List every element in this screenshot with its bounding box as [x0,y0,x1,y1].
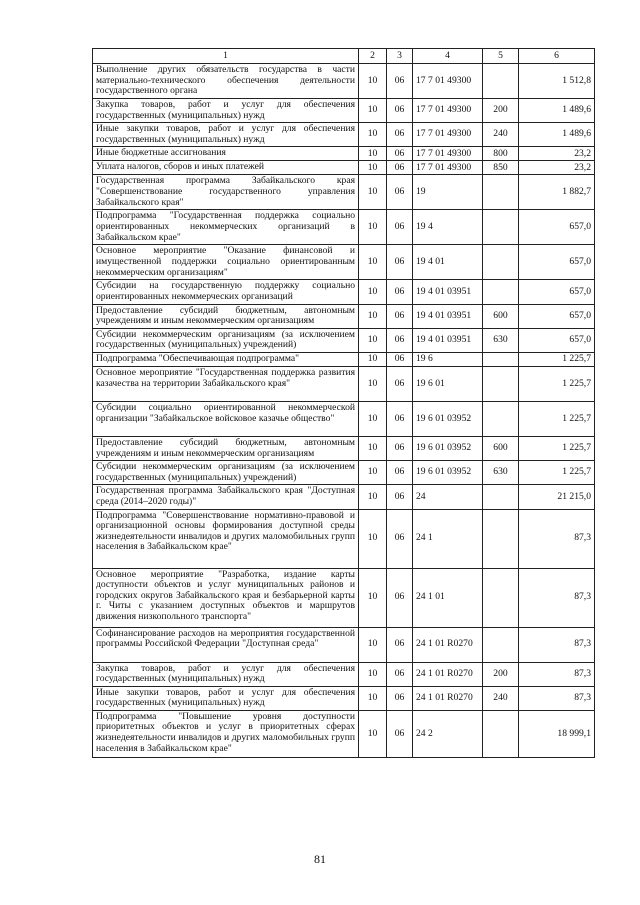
amount-cell: 1 225,7 [519,401,595,436]
amount-cell: 1 512,8 [519,64,595,99]
row-name-cell: Субсидии на государственную поддержку социально ориентированных некоммерческих организаций [93,280,359,304]
amount-cell: 87,3 [519,568,595,627]
table-row [93,461,595,485]
table-header-row [93,49,595,64]
budget-table [92,48,595,758]
section-code-cell: 10 [359,710,387,757]
amount-cell: 87,3 [519,627,595,662]
row-name-cell: Субсидии некоммерческим организациям (за исключением государственных (муниципальных) учреждений) [93,328,359,352]
subsection-code-cell: 06 [387,328,413,352]
table-row [93,401,595,436]
table-row [93,627,595,662]
subsection-code-cell: 06 [387,627,413,662]
table-body [93,64,595,758]
subsection-code-cell: 06 [387,123,413,147]
table-row [93,436,595,460]
subsection-code-cell: 06 [387,710,413,757]
target-article-cell: 24 1 [413,509,483,568]
section-code-cell: 10 [359,210,387,245]
expense-type-cell: 850 [483,161,519,175]
target-article-cell: 19 [413,175,483,210]
subsection-code-cell: 06 [387,461,413,485]
row-name-cell: Закупка товаров, работ и услуг для обеспечения государственных (муниципальных) нужд [93,662,359,686]
target-article-cell: 19 6 01 [413,366,483,401]
subsection-code-cell: 06 [387,175,413,210]
amount-cell: 657,0 [519,245,595,280]
amount-cell: 657,0 [519,328,595,352]
table-row [93,710,595,757]
amount-cell: 657,0 [519,210,595,245]
section-code-cell: 10 [359,161,387,175]
table-row [93,662,595,686]
target-article-cell: 24 1 01 R0270 [413,686,483,710]
header-col-4: 4 [413,49,483,64]
row-name-cell: Подпрограмма "Повышение уровня доступности приоритетных объектов и услуг в приоритетных сферах жизнедеятельности инвалидов и других маломобильных групп населения в Забайкальском крае" [93,710,359,757]
table-row [93,304,595,328]
target-article-cell: 19 6 [413,352,483,366]
row-name-cell: Государственная программа Забайкальского края "Совершенствование государственного управления Забайкальского края" [93,175,359,210]
section-code-cell: 10 [359,64,387,99]
expense-type-cell [483,352,519,366]
row-name-cell: Предоставление субсидий бюджетным, автономным учреждениям и иным некоммерческим организациям [93,436,359,460]
subsection-code-cell: 06 [387,99,413,123]
table-row [93,686,595,710]
expense-type-cell: 240 [483,123,519,147]
subsection-code-cell: 06 [387,509,413,568]
row-name-cell: Закупка товаров, работ и услуг для обеспечения государственных (муниципальных) нужд [93,99,359,123]
section-code-cell: 10 [359,175,387,210]
expense-type-cell [483,245,519,280]
section-code-cell: 10 [359,461,387,485]
target-article-cell: 19 6 01 03952 [413,461,483,485]
table-row [93,352,595,366]
table-row [93,161,595,175]
target-article-cell: 19 6 01 03952 [413,436,483,460]
row-name-cell: Государственная программа Забайкальского края "Доступная среда (2014–2020 годы)" [93,485,359,509]
amount-cell: 87,3 [519,509,595,568]
header-col-5: 5 [483,49,519,64]
row-name-cell: Подпрограмма "Обеспечивающая подпрограмма" [93,352,359,366]
row-name-cell: Предоставление субсидий бюджетным, автономным учреждениям и иным некоммерческим организациям [93,304,359,328]
section-code-cell: 10 [359,147,387,161]
expense-type-cell [483,627,519,662]
row-name-cell: Подпрограмма "Совершенствование нормативно-правовой и организационной основы формирования доступной среды жизнедеятельности инвалидов и других маломобильных групп населения в Забайкальском крае" [93,509,359,568]
amount-cell: 1 882,7 [519,175,595,210]
header-col-2: 2 [359,49,387,64]
subsection-code-cell: 06 [387,304,413,328]
section-code-cell: 10 [359,280,387,304]
row-name-cell: Основное мероприятие "Оказание финансовой и имущественной поддержки социально ориентированным некоммерческим организациям" [93,245,359,280]
section-code-cell: 10 [359,436,387,460]
target-article-cell: 17 7 01 49300 [413,99,483,123]
section-code-cell: 10 [359,245,387,280]
row-name-cell: Иные закупки товаров, работ и услуг для обеспечения государственных (муниципальных) нужд [93,123,359,147]
target-article-cell: 19 4 01 03951 [413,304,483,328]
amount-cell: 87,3 [519,662,595,686]
table-row [93,99,595,123]
expense-type-cell [483,175,519,210]
table-row [93,64,595,99]
table-row [93,485,595,509]
expense-type-cell: 600 [483,304,519,328]
amount-cell: 1 489,6 [519,99,595,123]
amount-cell: 21 215,0 [519,485,595,509]
table-row [93,509,595,568]
table-row [93,175,595,210]
section-code-cell: 10 [359,123,387,147]
subsection-code-cell: 06 [387,147,413,161]
expense-type-cell: 240 [483,686,519,710]
section-code-cell: 10 [359,662,387,686]
amount-cell: 23,2 [519,147,595,161]
table-row [93,366,595,401]
section-code-cell: 10 [359,99,387,123]
section-code-cell: 10 [359,686,387,710]
target-article-cell: 17 7 01 49300 [413,123,483,147]
amount-cell: 1 225,7 [519,366,595,401]
row-name-cell: Выполнение других обязательств государства в части материально-технического обеспечения деятельности государственного органа [93,64,359,99]
expense-type-cell [483,401,519,436]
row-name-cell: Субсидии социально ориентированной некоммерческой организации "Забайкальское войсковое казачье общество" [93,401,359,436]
target-article-cell: 19 6 01 03952 [413,401,483,436]
subsection-code-cell: 06 [387,686,413,710]
table-row [93,328,595,352]
row-name-cell: Иные закупки товаров, работ и услуг для обеспечения государственных (муниципальных) нужд [93,686,359,710]
header-col-6: 6 [519,49,595,64]
target-article-cell: 19 4 [413,210,483,245]
amount-cell: 1 225,7 [519,352,595,366]
target-article-cell: 24 1 01 R0270 [413,662,483,686]
header-col-3: 3 [387,49,413,64]
expense-type-cell: 630 [483,461,519,485]
row-name-cell: Субсидии некоммерческим организациям (за исключением государственных (муниципальных) учреждений) [93,461,359,485]
subsection-code-cell: 06 [387,245,413,280]
row-name-cell: Основное мероприятие "Разработка, издание карты доступности объектов и услуг муниципальных районов и городских округов Забайкальского края и безбарьерной карты г. Читы с указанием доступных объектов и маршрутов движения низкопольного транспорта" [93,568,359,627]
row-name-cell: Софинансирование расходов на мероприятия государственной программы Российской Федерации "Доступная среда" [93,627,359,662]
amount-cell: 87,3 [519,686,595,710]
subsection-code-cell: 06 [387,401,413,436]
expense-type-cell: 200 [483,662,519,686]
subsection-code-cell: 06 [387,568,413,627]
section-code-cell: 10 [359,627,387,662]
budget-table-container [92,48,594,758]
row-name-cell: Уплата налогов, сборов и иных платежей [93,161,359,175]
target-article-cell: 17 7 01 49300 [413,161,483,175]
amount-cell: 657,0 [519,280,595,304]
amount-cell: 1 225,7 [519,436,595,460]
amount-cell: 657,0 [519,304,595,328]
target-article-cell: 24 [413,485,483,509]
subsection-code-cell: 06 [387,662,413,686]
expense-type-cell [483,710,519,757]
subsection-code-cell: 06 [387,210,413,245]
target-article-cell: 24 1 01 R0270 [413,627,483,662]
amount-cell: 23,2 [519,161,595,175]
subsection-code-cell: 06 [387,64,413,99]
section-code-cell: 10 [359,485,387,509]
expense-type-cell [483,366,519,401]
target-article-cell: 19 4 01 03951 [413,280,483,304]
header-col-1: 1 [93,49,359,64]
table-row [93,123,595,147]
target-article-cell: 24 2 [413,710,483,757]
section-code-cell: 10 [359,568,387,627]
expense-type-cell [483,509,519,568]
row-name-cell: Иные бюджетные ассигнования [93,147,359,161]
section-code-cell: 10 [359,401,387,436]
expense-type-cell: 600 [483,436,519,460]
expense-type-cell: 200 [483,99,519,123]
subsection-code-cell: 06 [387,352,413,366]
amount-cell: 1 489,6 [519,123,595,147]
expense-type-cell [483,210,519,245]
amount-cell: 1 225,7 [519,461,595,485]
row-name-cell: Основное мероприятие "Государственная поддержка развития казачества на территории Забайкальского края" [93,366,359,401]
target-article-cell: 19 4 01 [413,245,483,280]
expense-type-cell [483,280,519,304]
page-number: 81 [314,852,326,866]
subsection-code-cell: 06 [387,161,413,175]
expense-type-cell [483,568,519,627]
table-row [93,147,595,161]
section-code-cell: 10 [359,352,387,366]
expense-type-cell [483,64,519,99]
expense-type-cell: 800 [483,147,519,161]
section-code-cell: 10 [359,366,387,401]
section-code-cell: 10 [359,304,387,328]
target-article-cell: 17 7 01 49300 [413,147,483,161]
row-name-cell: Подпрограмма "Государственная поддержка социально ориентированных некоммерческих организаций в Забайкальском крае" [93,210,359,245]
target-article-cell: 17 7 01 49300 [413,64,483,99]
subsection-code-cell: 06 [387,485,413,509]
expense-type-cell [483,485,519,509]
subsection-code-cell: 06 [387,280,413,304]
target-article-cell: 19 4 01 03951 [413,328,483,352]
table-row [93,210,595,245]
target-article-cell: 24 1 01 [413,568,483,627]
table-row [93,568,595,627]
subsection-code-cell: 06 [387,366,413,401]
expense-type-cell: 630 [483,328,519,352]
subsection-code-cell: 06 [387,436,413,460]
table-row [93,245,595,280]
amount-cell: 18 999,1 [519,710,595,757]
section-code-cell: 10 [359,328,387,352]
table-row [93,280,595,304]
section-code-cell: 10 [359,509,387,568]
